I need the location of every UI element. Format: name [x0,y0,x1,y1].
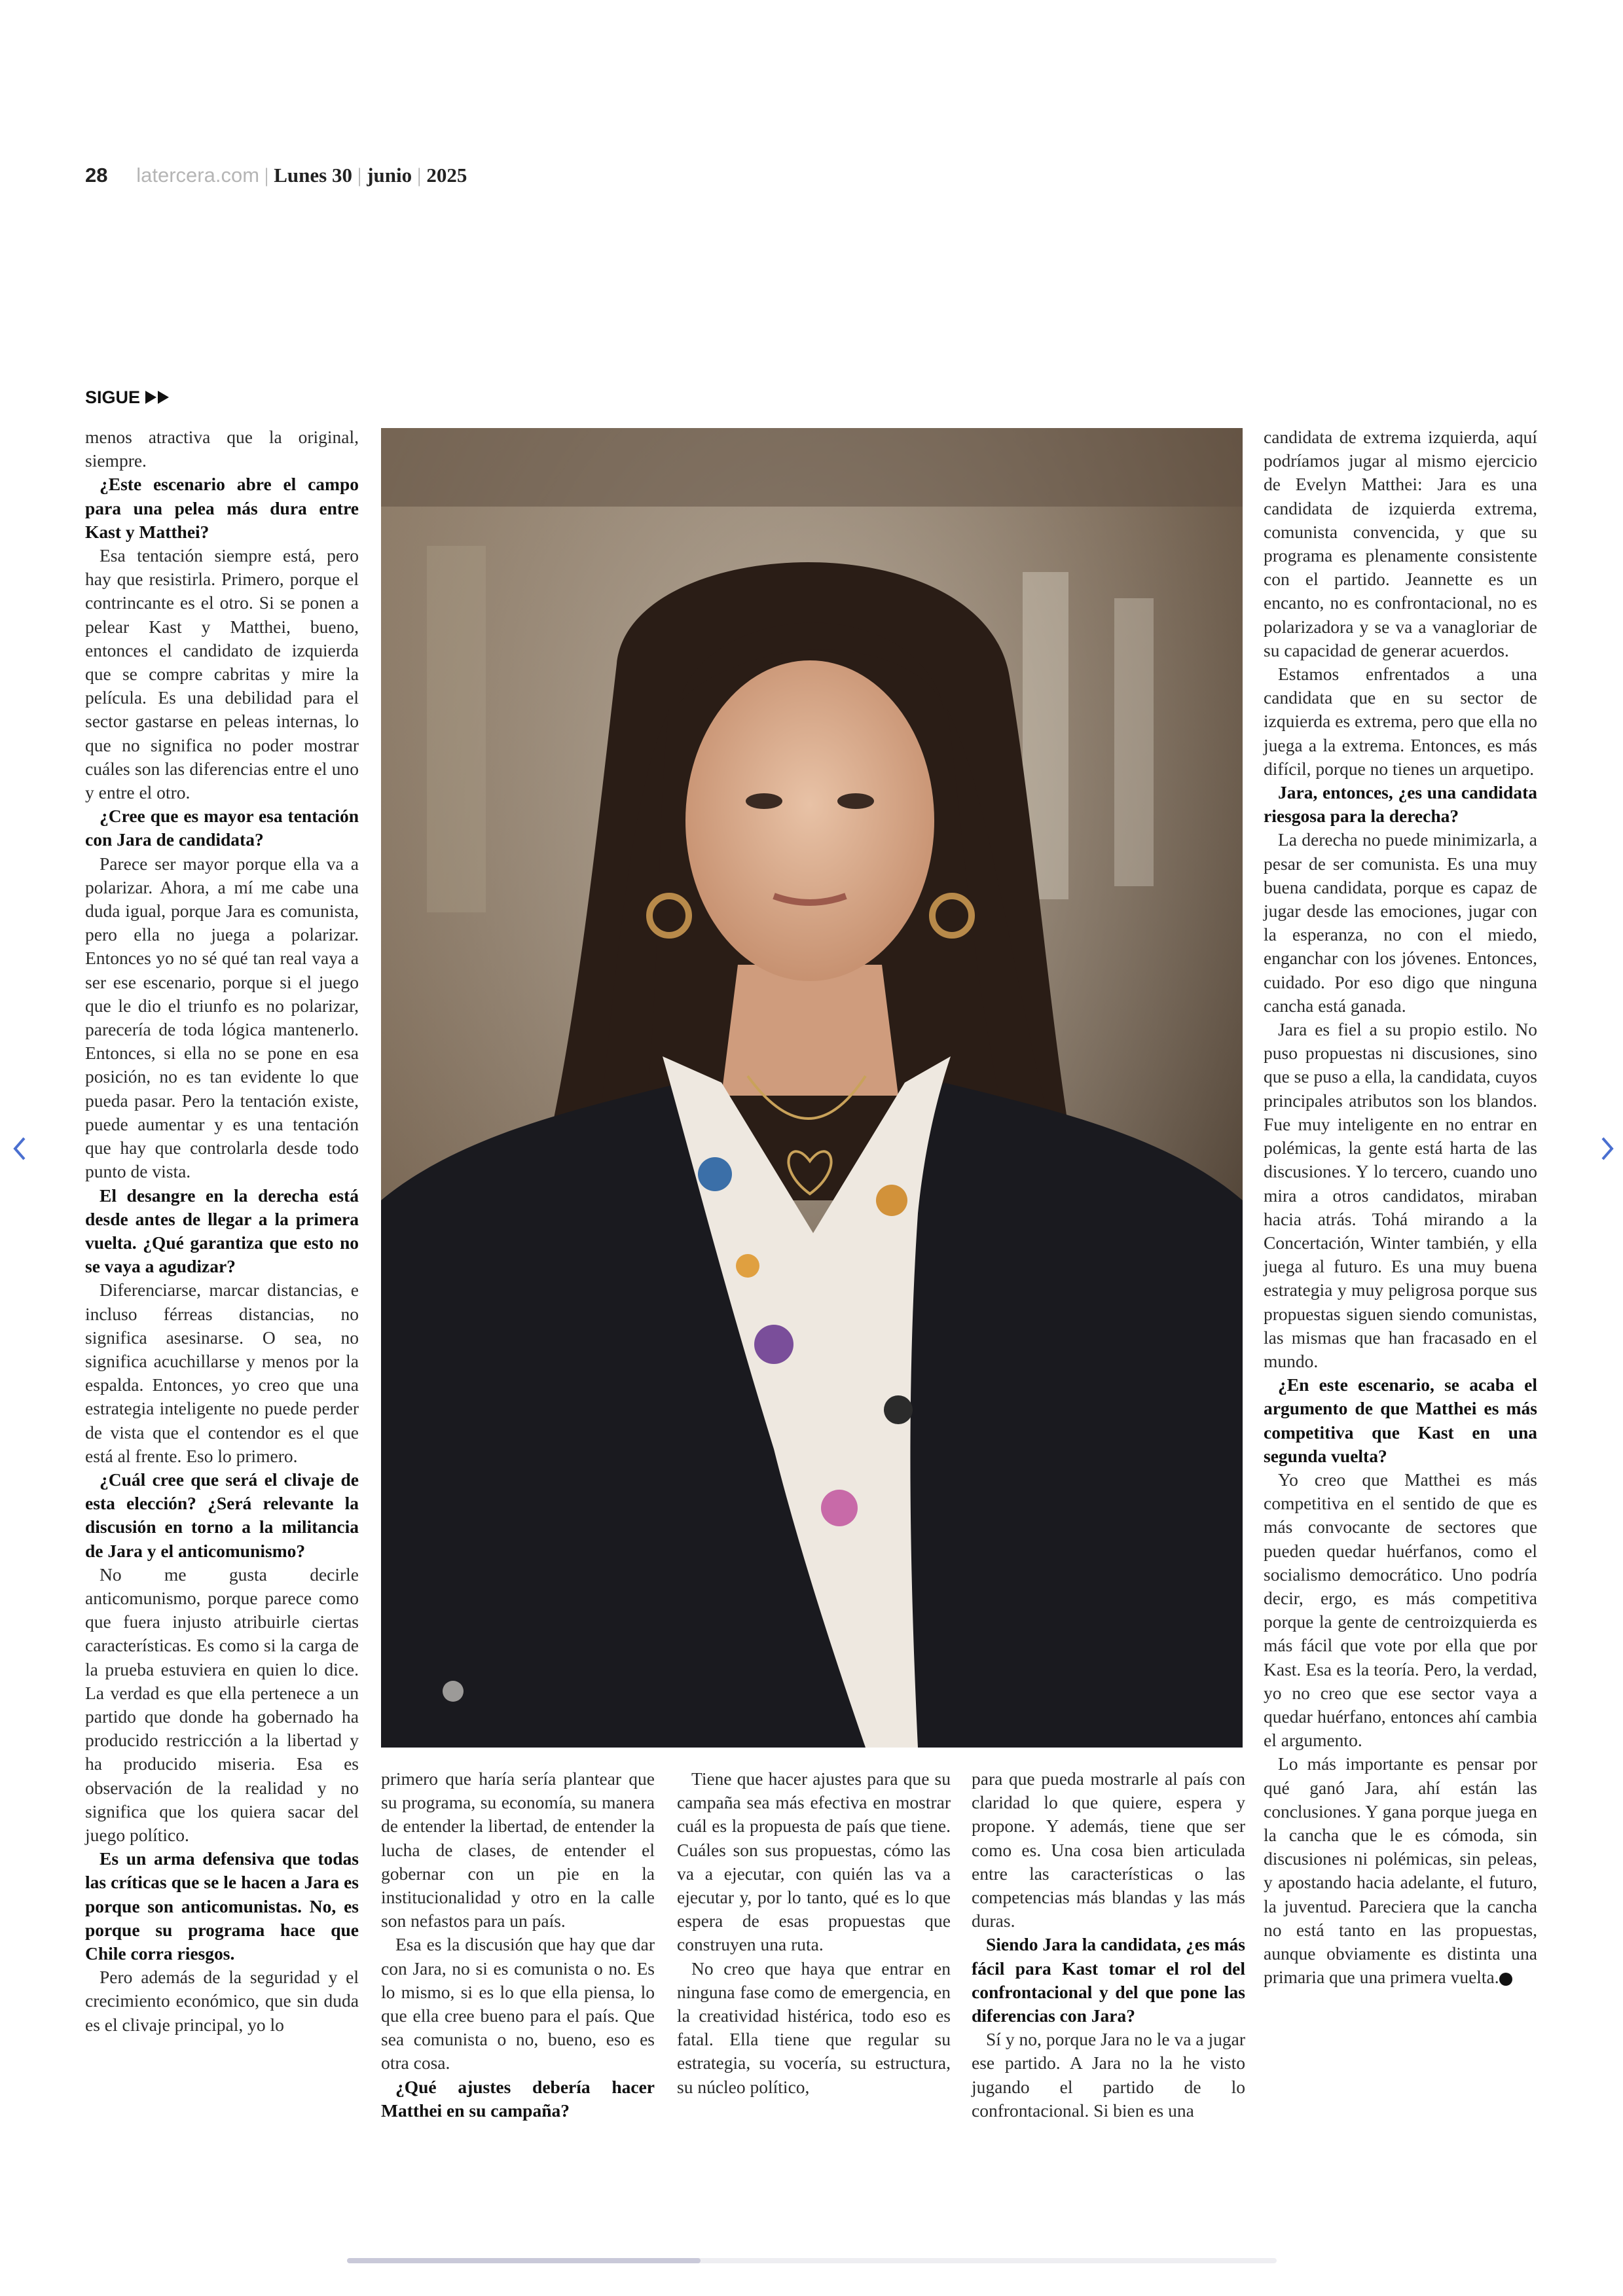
paragraph-text: Siendo Jara la candidata, ¿es más fácil para Kast tomar el rol del confrontacional y del que pone las diferencias con Jara? [972,1934,1245,2026]
previous-page-button[interactable] [7,1136,33,1162]
interview-question [85,1184,359,1279]
paragraph-text: ¿Cuál cree que será el clivaje de esta elección? ¿Será relevante la discusión en torno a la militancia de Jara y el anticomunismo? [85,1469,359,1561]
interview-answer [1264,1752,1537,1989]
interview-answer [1264,1468,1537,1752]
sigue-text: SIGUE [85,387,141,407]
end-of-article-icon [1499,1973,1512,1986]
header-month: junio [367,164,412,187]
portrait-photo [381,428,1243,1748]
interview-answer [1264,1018,1537,1373]
paragraph-text: Diferenciarse, marcar distancias, e incluso férreas distancias, no significa asesinarse. O sea, no significa acuchillarse y menos por la espalda. Entonces, yo creo que una estrategia inteligente no puede perder de vista que el contendor es el que está al frente. Eso lo primero. [85,1280,359,1466]
paragraph-text: No creo que haya que entrar en ninguna fase como de emergencia, en la creatividad histérica, todo eso es fatal. Ella tiene que regular su estrategia, su vocería, su estructura, su núcleo político, [677,1958,951,2097]
paragraph-text: ¿En este escenario, se acaba el argumento de que Matthei es más competitiva que Kast en una segunda vuelta? [1264,1374,1537,1466]
header-divider: | [417,164,422,187]
interview-answer [85,1965,359,2037]
paragraph-text: Sí y no, porque Jara no le va a jugar ese partido. A Jara no la he visto jugando el partido de lo confrontacional. Si bien es una [972,2029,1245,2121]
interview-answer [677,1957,951,2099]
paragraph-text: Yo creo que Matthei es más competitiva en el sentido de que es más convocante de sectores que pueden quedar huérfanos, como el socialismo democrático. Uno podría decir, ergo, es más competitiva porque la gente de centroizquierda es más fácil que vote por ella que por Kast. Esa es la teoría. Pero, la verdad, yo no creo que ese sector vaya a quedar huérfano, entonces ahí cambia el argumento. [1264,1469,1537,1751]
interview-question [85,1847,359,1965]
paragraph-text: Es un arma defensiva que todas las críticas que se le hacen a Jara es porque son anticomunistas. No, es porque su programa hace que Chile corra riesgos. [85,1848,359,1964]
header-day: Lunes 30 [274,164,352,187]
paragraph-text: Jara, entonces, ¿es una candidata riesgosa para la derecha? [1264,782,1537,827]
interview-answer [972,2028,1245,2123]
header-year: 2025 [426,164,467,187]
chevron-right-icon [1597,1136,1617,1162]
interview-question [85,804,359,852]
paragraph-text: ¿Este escenario abre el campo para una pelea más dura entre Kast y Matthei? [85,474,359,542]
interview-question [85,473,359,544]
article-column-3 [677,1767,951,2099]
paragraph-text: Esa es la discusión que hay que dar con Jara, no si es comunista o no. Es lo mismo, si es lo que ella piensa, lo que ella cree bueno para el país. Que sea comunista o no, bueno, eso es otra cosa. [381,1934,655,2073]
paragraph-text: Esa tentación siempre está, pero hay que resistirla. Primero, porque el contrincante es el otro. Si se ponen a pelear Kast y Matthei, bueno, entonces el candidato de izquierda que se compre cabritas y mire la película. Es una debilidad para el sector gastarse en peleas internas, lo que no significa no poder mostrar cuáles son las diferencias entre el uno y entre el otro. [85,545,359,803]
article-column-1 [85,425,359,2037]
paragraph-text: menos atractiva que la original, siempre. [85,427,359,471]
paragraph-text: ¿Qué ajustes debería hacer Matthei en su campaña? [381,2076,655,2121]
paragraph-text: candidata de extrema izquierda, aquí podríamos jugar al mismo ejercicio de Evelyn Matthei: Jara es una candidata de izquierda extrema, comunista convencida, y que su programa es plenamente consistente con el partido. Jeannette es un encanto, no es confrontacional, no es polarizadora y se va a vanagloriar de su capacidad de generar acuerdos. [1264,427,1537,660]
paragraph-text: El desangre en la derecha está desde antes de llegar a la primera vuelta. ¿Qué garantiza que esto no se vaya a agudizar? [85,1185,359,1277]
double-arrow-icon [145,390,172,404]
interview-answer [85,544,359,804]
paragraph-text: Lo más importante es pensar por qué ganó Jara, ahí están las conclusiones. Y gana porque juega en la cancha que le es cómoda, sin discusiones ni polémicas, sin peleas, y apostando hacia adelante, el futuro, la juventud. Pareciera que la cancha no está tanto en las propuestas, aunque obviamente es distinta una primaria que una primera vuelta. [1264,1753,1537,1988]
interview-answer [85,425,359,473]
interview-question [381,2075,655,2123]
interview-answer [85,1278,359,1468]
next-page-button[interactable] [1594,1136,1620,1162]
page-number: 28 [85,164,108,187]
paragraph-text: ¿Cree que es mayor esa tentación con Jara de candidata? [85,806,359,850]
article-column-4 [972,1767,1245,2123]
article-column-5 [1264,425,1537,1989]
paragraph-text: Estamos enfrentados a una candidata que en su sector de izquierda es extrema, pero que ella no juega a la extrema. Entonces, es más difícil, porque no tienes un arquetipo. [1264,664,1537,779]
header-divider: | [264,164,269,187]
interview-answer [85,1563,359,1847]
paragraph-text: Tiene que hacer ajustes para que su campaña sea más efectiva en mostrar cuál es la propuesta de país que tiene. Cuáles son sus propuestas, cómo las va a ejecutar, con quién las va a ejecutar y, por lo tanto, qué es lo que espera de esas propuestas que construyen una ruta. [677,1768,951,1955]
interview-answer [381,1767,655,1933]
header-divider: | [357,164,362,187]
continuation-label [85,387,172,408]
paragraph-text: primero que haría sería plantear que su programa, su economía, su manera de entender la libertad, de entender la lucha de clases, de entender el gobernar con un pie en la institucionalidad y otro en la calle son nefastos para un país. [381,1768,655,1931]
site-name: latercera.com [136,164,260,187]
interview-answer [85,852,359,1184]
interview-answer [972,1767,1245,1933]
paragraph-text: Pero además de la seguridad y el crecimiento económico, que sin duda es el clivaje principal, yo lo [85,1967,359,2035]
interview-question [1264,1373,1537,1468]
horizontal-scrollbar-thumb[interactable] [347,2258,701,2263]
article-column-2 [381,1767,655,2123]
interview-answer [381,1933,655,2075]
interview-answer [1264,828,1537,1018]
paragraph-text: Jara es fiel a su propio estilo. No puso propuestas ni discusiones, sino que se puso a ella, la candidata, cuyos principales atributos son los blandos. Fue muy inteligente en no entrar en polémicas, la gente está harta de las discusiones. Y lo tercero, cuando uno mira a otros candidatos, miraban hacia atrás. Tohá mirando a la Concertación, Winter también, y ella juega al futuro. Es una muy buena estrategia y muy peligrosa porque sus propuestas siguen siendo comunistas, las mismas que han fracasado en el mundo. [1264,1019,1537,1371]
interview-question [1264,781,1537,828]
paragraph-text: Parece ser mayor porque ella va a polarizar. Ahora, a mí me cabe una duda igual, porque Jara es comunista, pero ella no juega a polarizar. Entonces yo no sé qué tan real vaya a ser ese escenario, porque si el juego que le dio el triunfo es no polarizar, parecería de toda lógica mantenerlo. Entonces, si ella no se pone en esa posición, no es tan evidente lo que pueda pasar. Pero la tentación existe, puede aumentar y es una tentación que hay que controlarla desde todo punto de vista. [85,853,359,1182]
interview-answer [1264,662,1537,781]
paragraph-text: La derecha no puede minimizarla, a pesar de ser comunista. Es una muy buena candidata, porque es capaz de jugar desde las emociones, jugar con la esperanza, no con el miedo, enganchar con los jóvenes. Entonces, cuidado. Por eso digo que ninguna cancha está ganada. [1264,829,1537,1016]
paragraph-text: No me gusta decirle anticomunismo, porque parece como que fuera injusto atribuirle ciertas características. Es como si la carga de la prueba estuviera en quien lo dice. La verdad es que ella pertenece a un partido que donde ha gobernado ha producido restricción a la libertad y ha producido miseria. Esa es observación de la realidad y no significa que los quiera sacar del juego político. [85,1564,359,1845]
interview-answer [1264,425,1537,662]
interview-answer [677,1767,951,1957]
chevron-left-icon [10,1136,29,1162]
interview-question [85,1468,359,1563]
paragraph-text: para que pueda mostrarle al país con claridad lo que quiere, espera y propone. Y además, tiene que ser como es. Una cosa bien articulada entre las características o las competencias más blandas y las más duras. [972,1768,1245,1931]
interview-question [972,1933,1245,2028]
page-header [85,164,467,187]
